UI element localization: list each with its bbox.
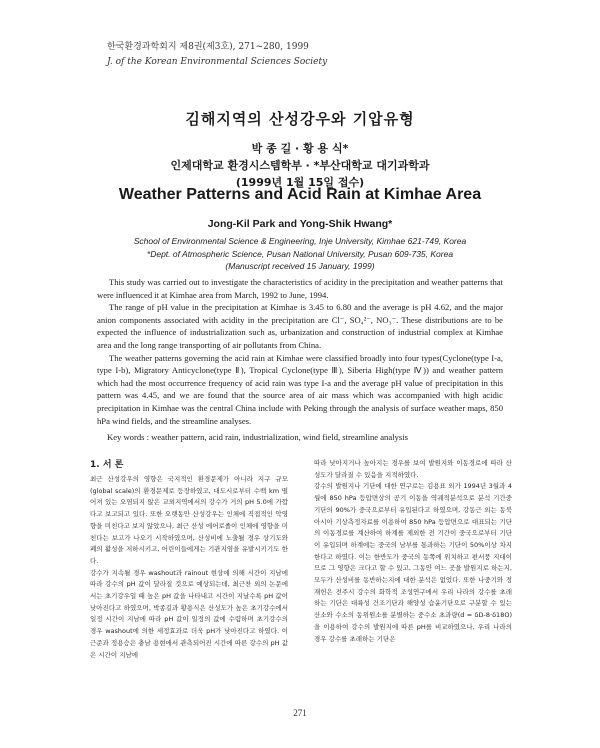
abstract-paragraph: The range of pH value in the precipitation at Kimhae is 3.45 to 6.80 and the average is pH 4.62, and the major anion components associated with acidity in the precipitation are Cl⁻, SO₄²⁻, NO₃⁻. These distributions are to be expected the influence of industrialization such as, urbanization and construction of industrial complex at Kimhae area and the long range transporting of air pollutants from China. [97,302,503,350]
abstract [97,276,503,427]
journal-header [107,40,327,70]
affiliation-inje: School of Environmental Science & Engineering, Inje University, Kimhae 621-749, Korea [133,236,467,246]
body-paragraph: 강수의 발원지나 기단에 대한 연구로는 김용표 외가 1994년 3월과 4월에 850 hPa 등압면상의 공기 이동을 역궤적분석으로 분석 기간중 기단의 90%가 중국으로부터 유입된다고 하였으며, 강동근 외는 동북아시아 기상측정자료를 이용하여 850 hPa 등압면으로 대표되는 기단의 이동경로를 계산하여 하계를 제외한 전 기간이 중국으로부터 기단이 유입되며 하계에는 중국의 남부를 통과하는 기단이 50%이상 차지한다고 하였다. 이는 한반도가 중국의 동쪽에 위치하고 편서풍 지대이므로 그 영향은 크다고 할 수 있고, 그동안 여느 곳을 발원지로 하는지, 모두가 산성비를 동반하는지에 대한 분석은 없었다. 또한 나중기와 정재헌은 전주시 강수의 화학적 조성연구에서 우리 나라의 강수를 초래하는 기단은 대륙성 건조기단과 해양성 습윤기단으로 구분할 수 있는 산소와 수소의 동위원소를 분별하는 중수소 초과량(d = δD-8·δ18O)을 이용하여 강수의 발원지에 따른 pH를 비교하였으나, 우리 나라의 경우 강수를 초래하는 기단은 [314,482,512,643]
body-right-column [314,458,512,645]
english-affiliations [0,235,600,273]
page-number: 271 [293,708,307,718]
body-paragraph: 최근 산성강우의 영향은 국지적인 환경문제가 아니라 지구 규모(global scale)의 환경문제로 등장하였고, 대도시로부터 수백 km 떨어져 있는 오염되지 않은 교외지역에서의 강수가 거의 pH 5.0에 가깝다고 보고되고 있다. 또한 오랫동안 산성강우는 인체에 직접적인 악영향을 미친다고 보지 않았으나, 최근 산성 에어로졸이 인체에 영향을 미친다는 보고가 나오기 시작하였으며, 산성비에 노출될 경우 상기도와 폐의 활성을 저하시키고, 어린이들에게는 기관지염을 유발시키기도 한다. [90,475,288,565]
section-heading-introduction: 1. 서 론 [90,460,124,470]
korean-author-block [0,140,600,191]
korean-affiliation: 인제대학교 환경시스템학부 · *부산대학교 대기과학과 [170,159,430,172]
journal-citation-korean: 한국환경과학회지 제8권(제3호), 271~280, 1999 [107,42,309,52]
english-authors: Jong-Kil Park and Yong-Shik Hwang* [207,218,393,230]
affiliation-pusan: *Dept. of Atmospheric Science, Pusan National University, Pusan 609-735, Korea [146,248,454,259]
keywords: Key words : weather pattern, acid rain, industrialization, wind field, streamline analysis [107,432,408,442]
abstract-paragraph: The weather patterns governing the acid rain at Kimhae were classified broadly into four types(Cyclone(type I-a, type I-b), Migratory Anticyclone(type Ⅱ), Tropical Cyclone(type Ⅲ), Siberia High(type Ⅳ)) and weather pattern which had the most occurrence frequency of acid rain was type I-a and the average pH value of precipitation in this pattern was 4.45, and we are found that the source area of air mass which was accompanied with high acidic precipitation in Kimhae was the central China include with Peking through the analysis of surface weather maps, 850 hPa wind fields, and the streamline analyses. [97,352,503,426]
korean-received-date: (1999년 1월 15일 접수) [235,176,365,189]
manuscript-received: (Manuscript received 15 January, 1999) [225,261,375,271]
journal-name-english: J. of the Korean Environmental Sciences Society [107,57,328,67]
body-paragraph: 강수가 지속될 경우 washout과 rainout 현상에 의해 시간이 지남에 따라 강수의 pH 값이 달라질 것으로 예상되는데, 최근찬 외의 논문에서는 초기강우일 때 높은 pH 값을 나타내고 시간이 지날수록 pH 값이 낮아진다고 하였으며, 박종길과 황용식은 산성도가 높은 초기강수에서 일정 시간이 지남에 따라 pH 값이 일정의 값에 수렴하며 초기강수의 경우 washout에 의한 세정효과로 더욱 pH가 낮아진다고 하였다. 이근준과 정용승은 충남 용현에서 관측되어진 시간에 따른 강수의 pH 값은 시간이 지남에 [90,568,288,659]
body-left-column [90,458,288,661]
abstract-paragraph: This study was carried out to investigate the characteristics of acidity in the precipitation and weather patterns that were influenced it at Kimhae area from March, 1992 to June, 1994. [97,277,503,300]
korean-title: 김해지역의 산성강우와 기압유형 [185,110,415,128]
body-paragraph: 따라 낮아지거나 높아지는 경우를 보여 발원지와 이동경로에 따라 산성도가 달라질 수 있음을 지적하였다. [314,459,512,479]
english-title: Weather Patterns and Acid Rain at Kimhae Area [118,186,482,203]
korean-authors: 박 종 길 · 황 용 식* [251,142,349,155]
